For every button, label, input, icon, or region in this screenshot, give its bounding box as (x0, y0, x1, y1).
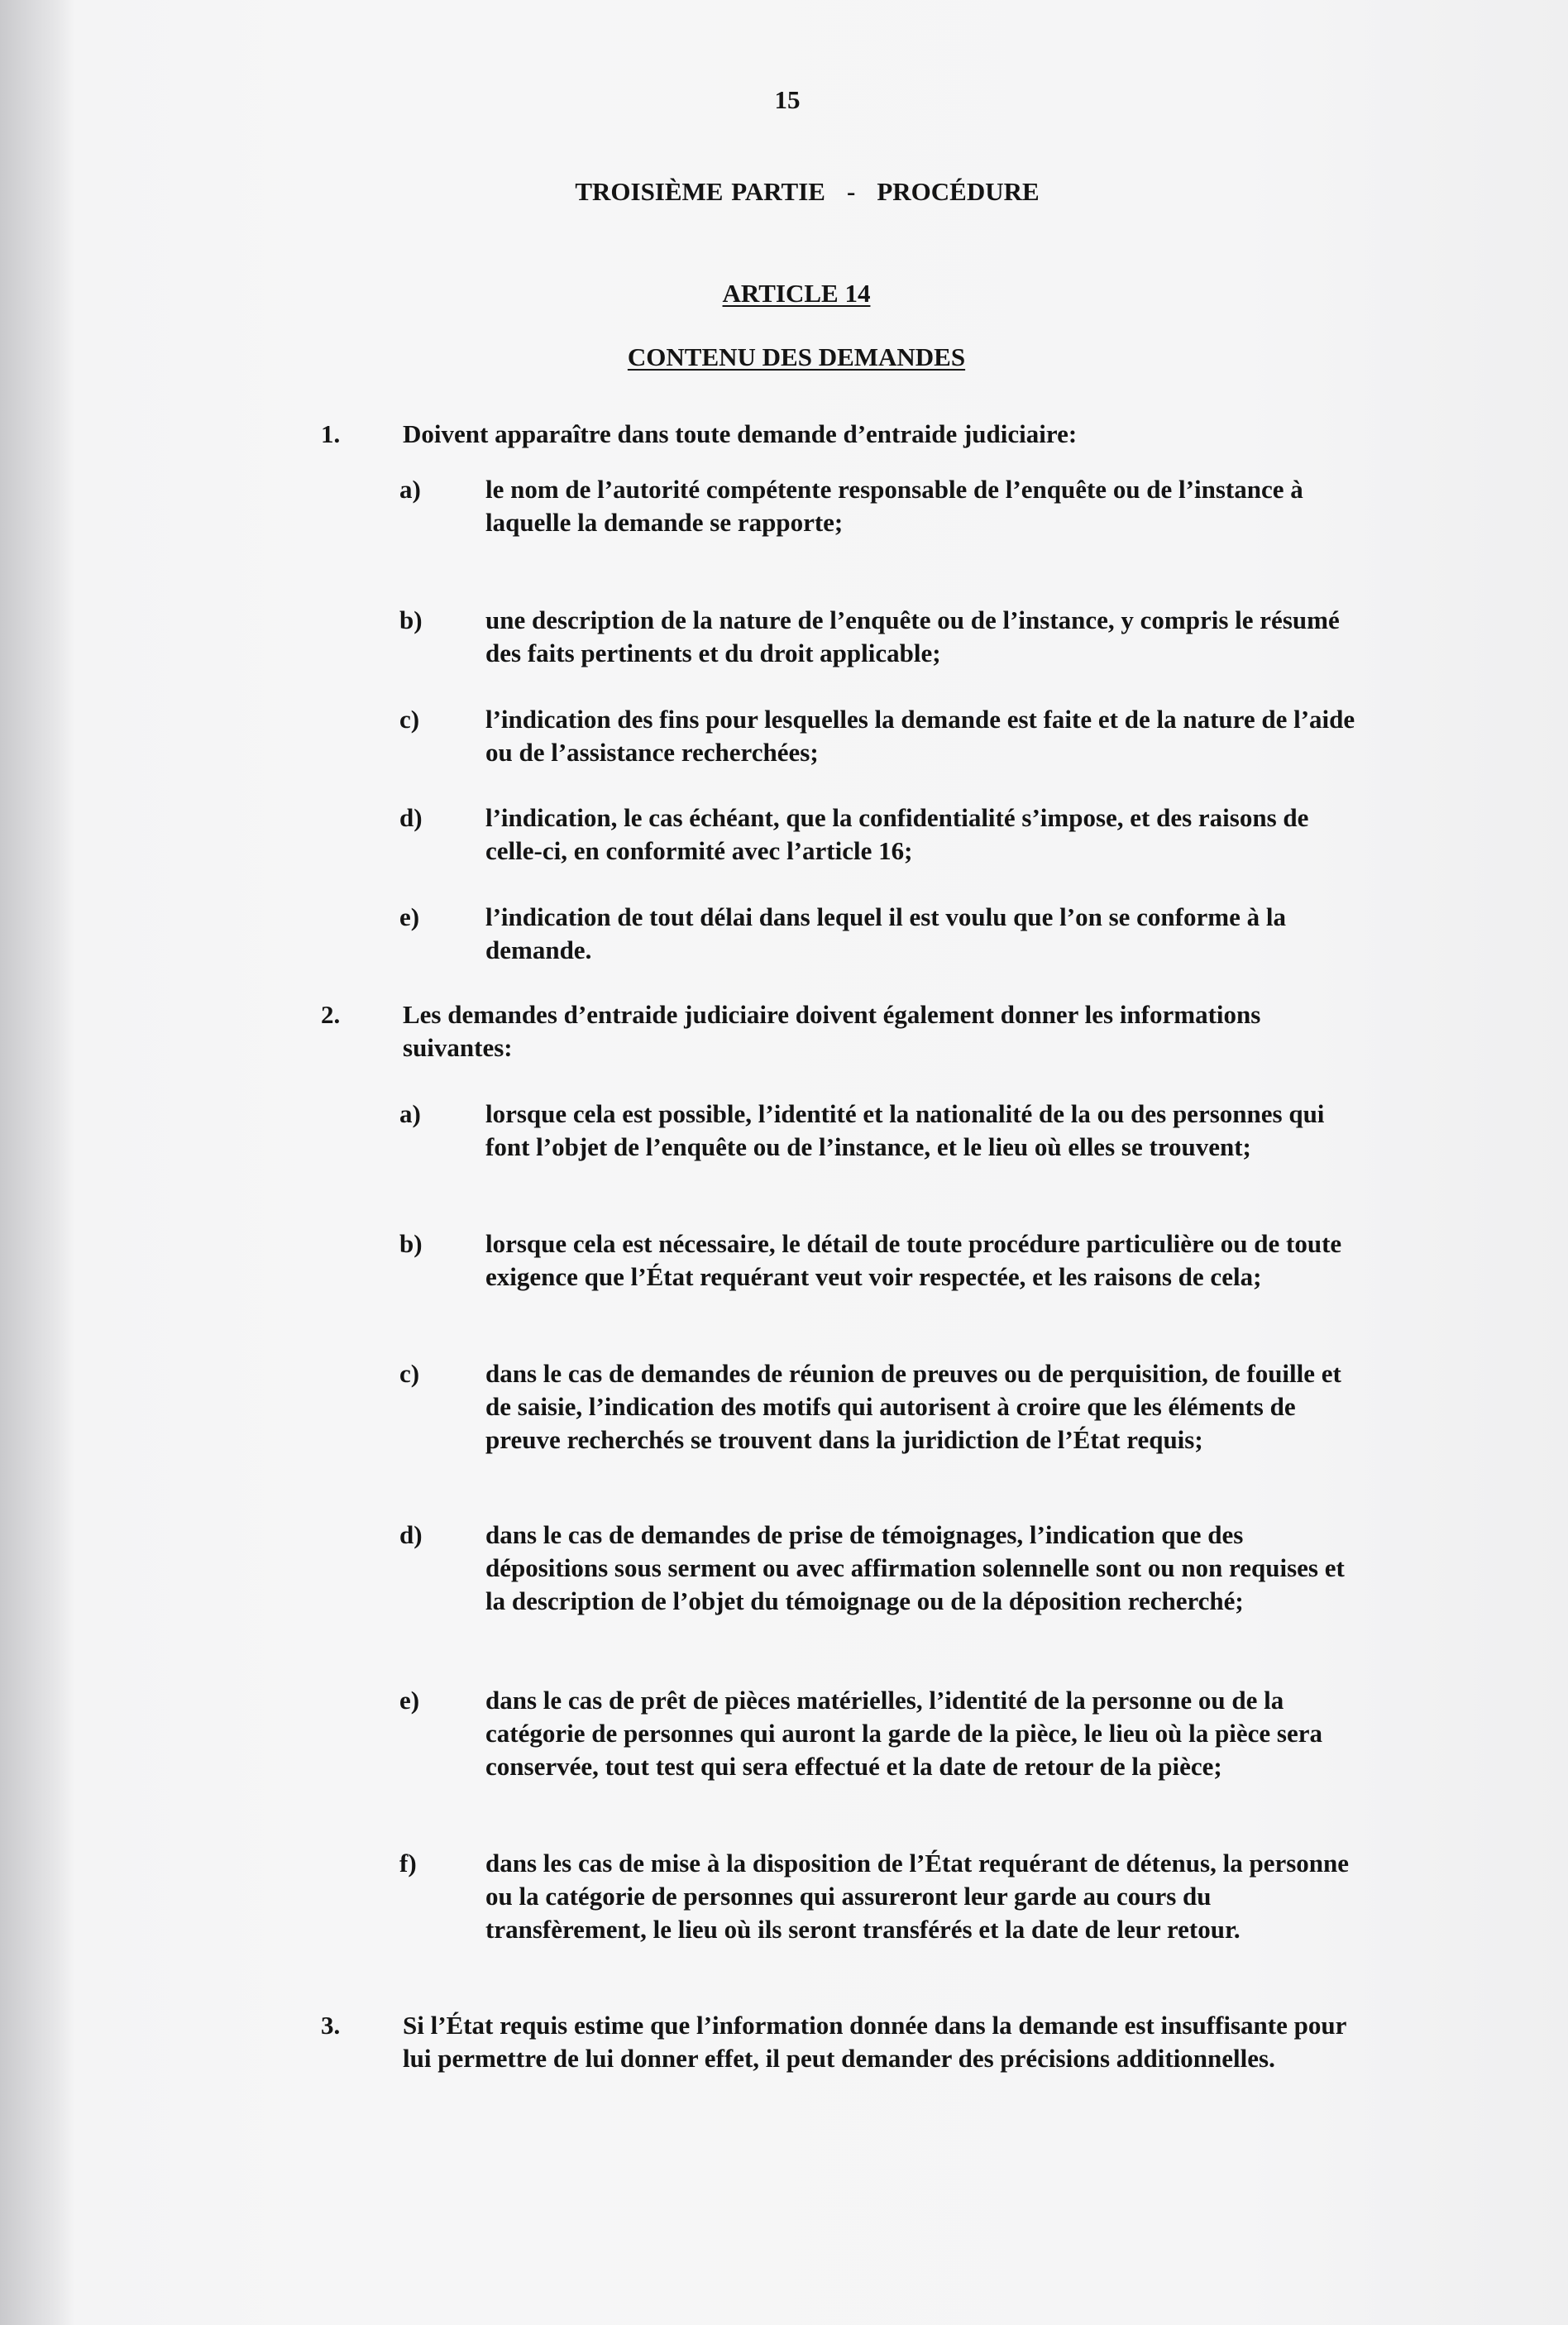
page-number: 15 (774, 85, 801, 114)
item-label: b) (399, 1229, 423, 1258)
item-text: l’indication des fins pour lesquelles la demande est faite et de la nature de l’aide ou de l’assistance recherchées; (485, 705, 1355, 767)
item-text: dans le cas de demandes de réunion de preuves ou de perquisition, de fouille et de saisie, l’indication des motifs qui autorisent à croire que les éléments de preuve recherchés se trouvent dans la juridiction de l’État requis; (485, 1359, 1341, 1454)
article-title (0, 279, 1568, 309)
item-label: e) (399, 902, 420, 931)
paragraph-text: Si l’État requis estime que l’information donnée dans la demande est insuffisante pour lui permettre de lui donner effet, il peut demander des précisions additionnelles. (403, 2011, 1346, 2073)
item-text: une description de la nature de l’enquête ou de l’instance, y compris le résumé des faits pertinents et du droit applicable; (485, 605, 1340, 667)
item-label: c) (399, 1359, 420, 1388)
item-label: f) (399, 1849, 417, 1878)
article-title-text: ARTICLE 14 (722, 279, 871, 308)
paragraph-number: 2. (321, 1000, 341, 1029)
item-label: a) (399, 1099, 421, 1128)
section-title (0, 342, 1568, 372)
paragraph-number: 1. (321, 419, 341, 448)
paragraph-text: Doivent apparaître dans toute demande d’entraide judiciaire: (403, 419, 1078, 448)
paragraph-number: 3. (321, 2011, 341, 2040)
item-label: e) (399, 1686, 420, 1715)
item-label: b) (399, 605, 423, 634)
item-text: le nom de l’autorité compétente responsable de l’enquête ou de l’instance à laquelle la demande se rapporte; (485, 475, 1303, 537)
item-label: d) (399, 803, 423, 832)
part-title-separator: - (846, 177, 856, 206)
part-title-right: PROCÉDURE (877, 177, 1040, 206)
item-text: l’indication, le cas échéant, que la confidentialité s’impose, et des raisons de celle-ci, en conformité avec l’article 16; (485, 803, 1309, 865)
item-label: d) (399, 1520, 423, 1549)
part-title (0, 177, 1568, 207)
paragraph-text: Les demandes d’entraide judiciaire doivent également donner les informations suivantes: (403, 1000, 1261, 1062)
part-title-left: TROISIÈME PARTIE (575, 177, 825, 206)
item-text: lorsque cela est nécessaire, le détail de toute procédure particulière ou de toute exigence que l’État requérant veut voir respectée, et les raisons de cela; (485, 1229, 1342, 1291)
item-text: dans le cas de demandes de prise de témoignages, l’indication que des dépositions sous serment ou avec affirmation solennelle sont ou non requises et la description de l’objet du témoignage ou de la déposition recherché; (485, 1520, 1345, 1615)
item-text: dans le cas de prêt de pièces matérielles, l’identité de la personne ou de la catégorie de personnes qui auront la garde de la pièce, le lieu où la pièce sera conservée, tout test qui sera effectué et la date de retour de la pièce; (485, 1686, 1322, 1781)
item-label: a) (399, 475, 421, 504)
section-title-text: CONTENU DES DEMANDES (627, 342, 966, 371)
item-text: dans les cas de mise à la disposition de l’État requérant de détenus, la personne ou la catégorie de personnes qui assureront leur garde au cours du transfèrement, le lieu où ils seront transférés et la date de leur retour. (485, 1849, 1350, 1944)
item-text: lorsque cela est possible, l’identité et la nationalité de la ou des personnes qui font l’objet de l’enquête ou de l’instance, et le lieu où elles se trouvent; (485, 1099, 1325, 1161)
item-text: l’indication de tout délai dans lequel il est voulu que l’on se conforme à la demande. (485, 902, 1286, 964)
item-label: c) (399, 705, 420, 734)
